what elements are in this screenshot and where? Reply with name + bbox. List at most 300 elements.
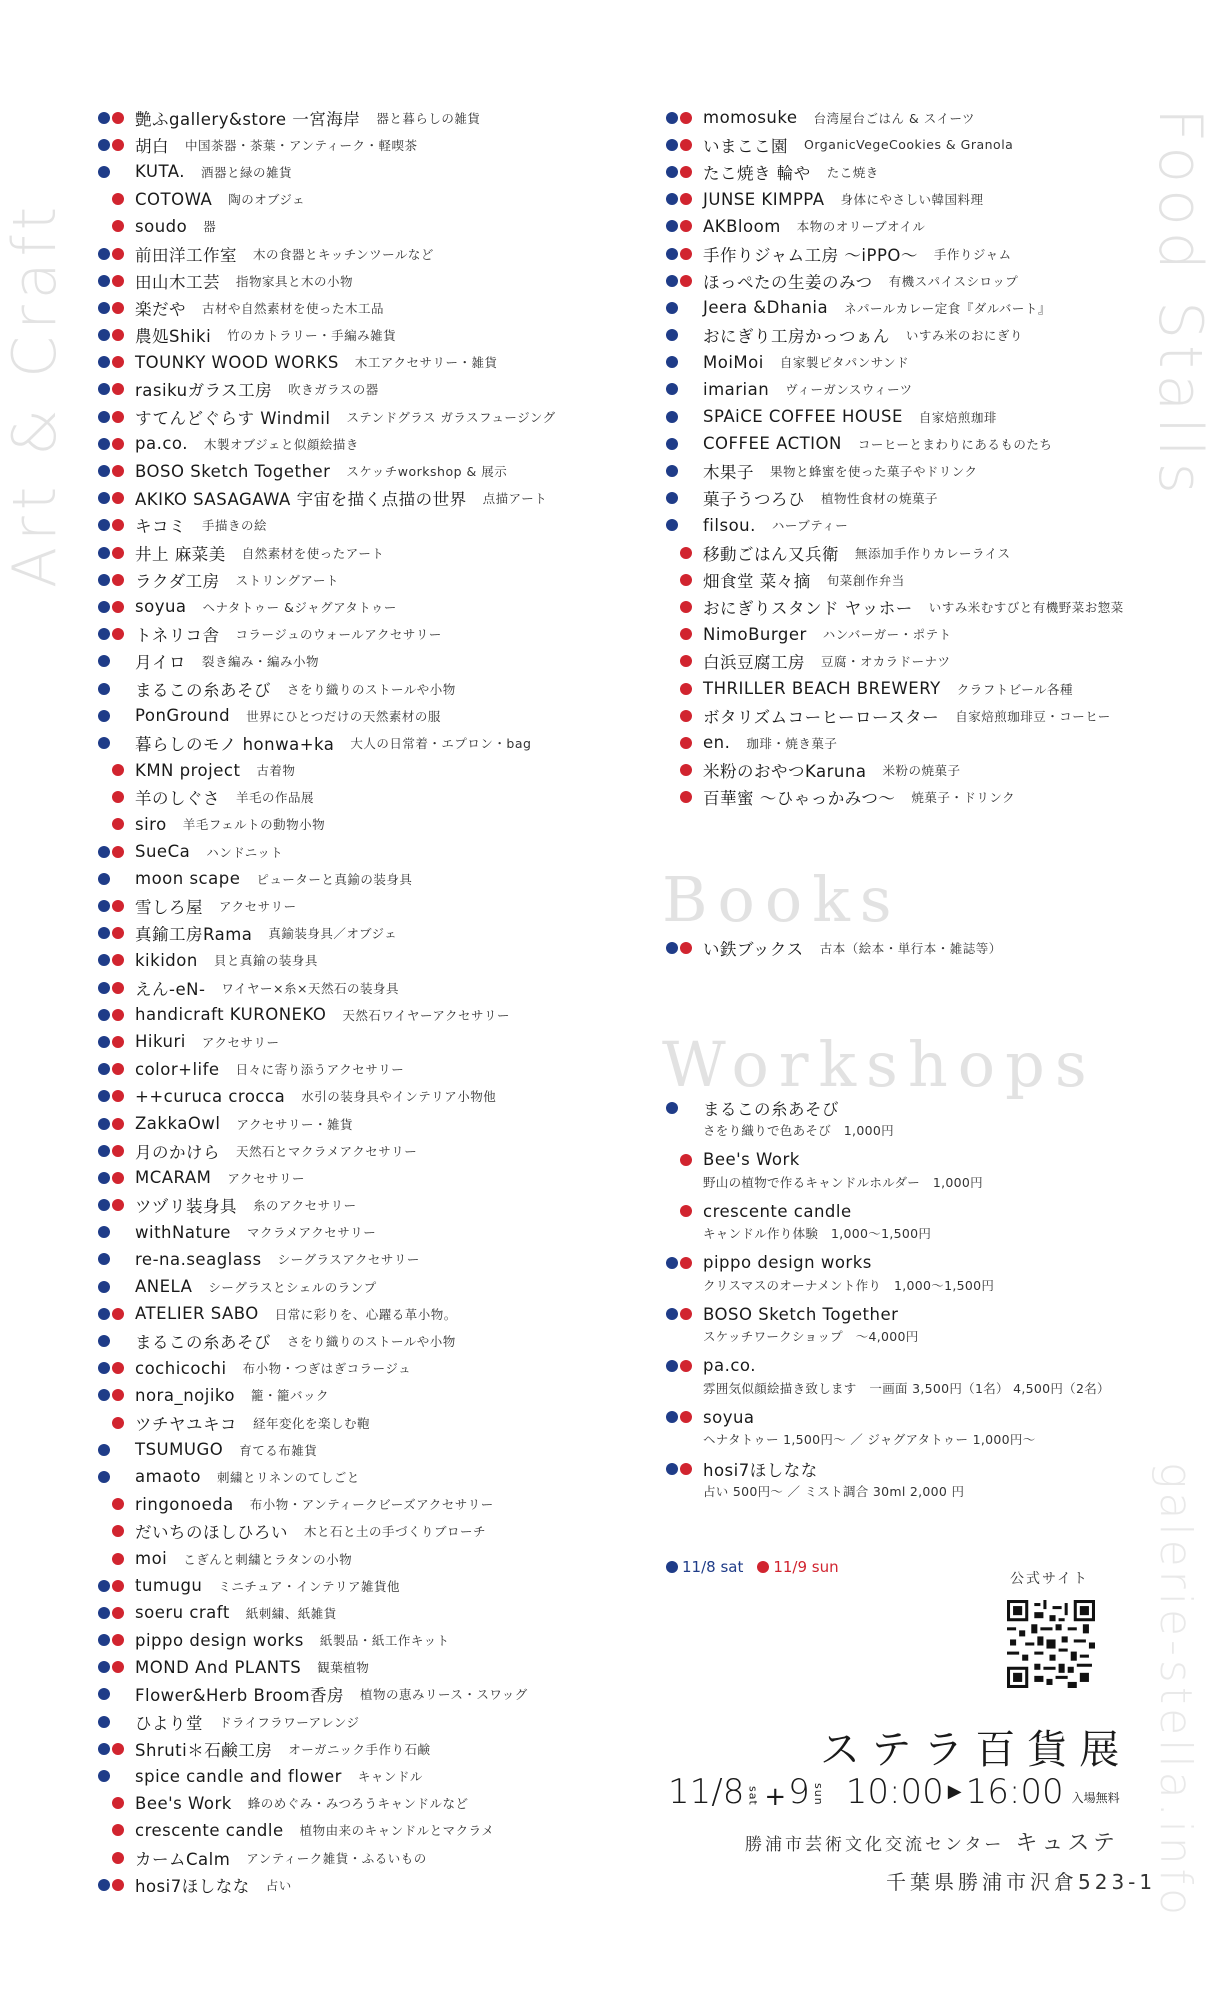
day-dots (98, 492, 135, 504)
sun-dot-icon (680, 1205, 692, 1217)
sun-dot-icon (112, 628, 124, 640)
sat-dot-icon (98, 1145, 110, 1157)
exhibitor-description: スケッチworkshop & 展示 (346, 464, 508, 480)
exhibitor-description: 貝と真鍮の装身具 (213, 953, 318, 969)
list-item (98, 294, 578, 321)
sun-dot-icon (680, 574, 692, 586)
sat-dot-icon (98, 1634, 110, 1646)
exhibitor-description: 日々に寄り添うアクセサリー (235, 1062, 405, 1078)
sun-dot-icon (112, 1661, 124, 1673)
exhibitor-description: 古本（絵本・単行本・雑誌等） (819, 940, 1002, 956)
sun-dot-icon (680, 655, 692, 667)
exhibitor-name: TSUMUGO (135, 1440, 224, 1460)
workshop-description: 雰囲気似顔絵描き致します 一画面 3,500円（1名） 4,500円（2名） (703, 1380, 1110, 1396)
sat-dot-icon (98, 1879, 110, 1891)
sat-dot-icon (98, 1009, 110, 1021)
exhibitor-name: SPAiCE COFFEE HOUSE (703, 407, 903, 427)
sun-dot-icon (112, 1498, 124, 1510)
exhibitor-description: 羊毛の作品展 (236, 790, 315, 806)
official-site-label: 公式サイト (1010, 1571, 1090, 1587)
sun-dot-icon (680, 601, 692, 613)
exhibitor-description: 自家製ピタパンサンド (779, 355, 910, 371)
event-dow-1: sat (746, 1786, 760, 1806)
exhibitor-name: おにぎり工房かっつぁん (703, 327, 890, 347)
exhibitor-name: Jeera &Dhania (703, 298, 829, 318)
qr-code-icon[interactable] (1007, 1600, 1095, 1688)
exhibitor-description: マクラメアクセサリー (246, 1225, 377, 1241)
sat-dot-icon (666, 1360, 678, 1372)
sat-dot-icon (666, 139, 678, 151)
exhibitor-name: pippo design works (135, 1630, 304, 1650)
list-item (98, 267, 578, 294)
list-item (666, 784, 1146, 811)
exhibitor-description: シーグラスアクセサリー (277, 1252, 420, 1268)
list-item (666, 322, 1146, 349)
day-dots (98, 1199, 135, 1211)
exhibitor-description: キャンドル (357, 1769, 423, 1785)
exhibitor-name: 胡白 (135, 136, 169, 156)
books-list (666, 934, 1146, 961)
sun-dot-icon (112, 1607, 124, 1619)
list-item (98, 430, 578, 457)
day-dots (666, 601, 703, 613)
list-item (98, 131, 578, 158)
exhibitor-name: まるこの糸あそび (135, 680, 271, 700)
day-dots (666, 438, 703, 450)
exhibitor-description: ステンドグラス ガラスフュージング (346, 409, 556, 425)
exhibitor-description: 観葉植物 (317, 1660, 370, 1676)
sun-dot-icon (112, 112, 124, 124)
sat-dot-icon (666, 193, 678, 205)
day-dots (666, 248, 703, 260)
sat-dot-icon (98, 1118, 110, 1130)
sun-dot-icon (680, 1463, 692, 1475)
day-dots (98, 683, 135, 695)
exhibitor-name: 真鍮工房Rama (135, 925, 253, 945)
exhibitor-name: 木果子 (703, 463, 754, 483)
day-dots (98, 1145, 135, 1157)
exhibitor-description: 果物と蜂蜜を使った菓子やドリンク (770, 464, 978, 480)
list-item (98, 729, 578, 756)
sun-dot-icon (112, 1172, 124, 1184)
workshop-name: まるこの糸あそび (703, 1100, 839, 1119)
sun-dot-icon (112, 465, 124, 477)
sun-dot-icon (112, 574, 124, 586)
list-item (98, 485, 578, 512)
exhibitor-description: 自家焙煎珈琲 (918, 409, 997, 425)
day-dots (98, 927, 135, 939)
list-item (98, 104, 578, 131)
sat-dot-icon (98, 1063, 110, 1075)
sat-dot-icon (666, 438, 678, 450)
sun-dot-icon (112, 601, 124, 613)
food-stalls-list (666, 104, 1146, 811)
day-dots (98, 1362, 135, 1374)
exhibitor-name: すてんどぐらす Windmil (135, 408, 331, 428)
sun-dot-icon (680, 166, 692, 178)
sat-dot-icon (98, 329, 110, 341)
exhibitor-name: Bee's Work (135, 1793, 232, 1813)
sun-dot-icon (112, 547, 124, 559)
day-dots (98, 1308, 135, 1320)
exhibitor-name: 畑食堂 菜々摘 (703, 571, 811, 591)
exhibitor-name: JUNSE KIMPPA (703, 189, 825, 209)
sun-dot-icon (112, 818, 124, 830)
exhibitor-description: 器 (203, 219, 217, 235)
list-item (98, 1246, 578, 1273)
sun-dot-icon (112, 764, 124, 776)
list-item (98, 675, 578, 702)
exhibitor-description: 木と石と土の手づくりブローチ (304, 1524, 487, 1540)
exhibitor-description: さをり織りのストールや小物 (287, 1334, 456, 1350)
sat-dot-icon (98, 846, 110, 858)
list-item (98, 1817, 578, 1844)
exhibitor-description: ネパールカレー定食『ダルバート』 (844, 300, 1051, 316)
day-dots (98, 1743, 135, 1755)
sun-dot-icon (112, 383, 124, 395)
sun-dot-icon (112, 927, 124, 939)
sat-dot-icon (98, 519, 110, 531)
sun-dot-icon (680, 1154, 692, 1166)
exhibitor-name: ほっぺたの生姜のみつ (703, 272, 873, 292)
day-dots (98, 1036, 135, 1048)
sun-dot-icon (112, 139, 124, 151)
list-item (98, 1273, 578, 1300)
list-item (98, 648, 578, 675)
workshop-title-row (666, 1148, 1166, 1172)
day-dots (98, 1471, 135, 1483)
day-dots (98, 846, 135, 858)
list-item (666, 430, 1146, 457)
event-address: 千葉県勝浦市沢倉523-1 (886, 1870, 1157, 1894)
day-dots (666, 465, 703, 477)
exhibitor-name: いまここ園 (703, 136, 788, 156)
sun-dot-icon (112, 356, 124, 368)
exhibitor-description: 陶のオブジェ (228, 192, 306, 208)
exhibitor-name: おにぎりスタンド ヤッホー (703, 598, 913, 618)
day-dots (666, 139, 703, 151)
exhibitor-description: 珈琲・焼き菓子 (746, 735, 838, 751)
day-dots (666, 628, 703, 640)
exhibitor-name: moon scape (135, 869, 241, 889)
day-dots (98, 764, 135, 776)
day-dots (98, 1253, 135, 1265)
sun-dot-icon (680, 1308, 692, 1320)
sat-dot-icon (98, 737, 110, 749)
list-item (98, 1545, 578, 1572)
list-item (666, 648, 1146, 675)
exhibitor-description: 糸のアクセサリー (253, 1198, 357, 1214)
exhibitor-description: ピューターと真鍮の装身具 (256, 871, 413, 887)
day-dots (666, 356, 703, 368)
exhibitor-name: MoiMoi (703, 352, 764, 372)
workshop-item (666, 1405, 1166, 1457)
exhibitor-description: アクセサリー (219, 899, 297, 915)
sun-dot-icon (112, 1090, 124, 1102)
day-dots (98, 1417, 135, 1429)
list-item (666, 539, 1146, 566)
sat-dot-icon (666, 519, 678, 531)
exhibitor-name: ラクダ工房 (135, 571, 220, 591)
day-dots (666, 764, 703, 776)
workshop-name: hosi7ほしなな (703, 1460, 818, 1480)
day-dots (666, 547, 703, 559)
exhibitor-name: pa.co. (135, 434, 188, 454)
sun-dot-icon (112, 1362, 124, 1374)
exhibitor-description: 指物家具と木の小物 (236, 273, 354, 289)
workshop-title-row (666, 1354, 1166, 1378)
event-date-1: 11/8 (668, 1772, 745, 1812)
workshop-title-row (666, 1405, 1166, 1429)
day-dots (98, 1090, 135, 1102)
list-item (98, 186, 578, 213)
day-dots (98, 302, 135, 314)
list-item (666, 104, 1146, 131)
exhibitor-description: 裂き編み・編み小物 (202, 654, 320, 670)
sat-dot-icon (666, 1102, 678, 1114)
day-dots (98, 329, 135, 341)
day-dots (98, 112, 135, 124)
sat-dot-icon (98, 683, 110, 695)
list-item (666, 512, 1146, 539)
list-item (666, 621, 1146, 648)
exhibitor-name: filsou. (703, 515, 756, 535)
day-dots (666, 683, 703, 695)
exhibitor-description: 経年変化を楽しむ鞄 (253, 1415, 371, 1431)
exhibitor-name: 百華蜜 〜ひゃっかみつ〜 (703, 789, 896, 809)
sun-dot-icon (680, 1360, 692, 1372)
exhibitor-description: 紙製品・紙工作キット (319, 1633, 450, 1649)
exhibitor-description: 植物由来のキャンドルとマクラメ (299, 1823, 495, 1839)
list-item (98, 512, 578, 539)
exhibitor-description: 育てる布雑貨 (239, 1442, 318, 1458)
list-item (98, 1572, 578, 1599)
workshop-item (666, 1457, 1166, 1509)
exhibitor-description: コラージュのウォールアクセサリー (235, 627, 442, 643)
exhibitor-name: Flower&Herb Broom香房 (135, 1686, 345, 1706)
sun-dot-icon (112, 1009, 124, 1021)
exhibitor-description: アクセサリー (227, 1170, 306, 1186)
list-item (98, 947, 578, 974)
sun-dot-icon (112, 275, 124, 287)
sat-dot-icon (666, 411, 678, 423)
exhibitor-name: KMN project (135, 760, 241, 780)
workshop-name: BOSO Sketch Together (703, 1304, 899, 1324)
exhibitor-name: kikidon (135, 950, 198, 970)
list-item (98, 1871, 578, 1898)
exhibitor-name: spice candle and flower (135, 1766, 342, 1786)
sat-dot-icon (666, 1257, 678, 1269)
workshop-description: クリスマスのオーナメント作り 1,000〜1,500円 (703, 1277, 995, 1293)
sun-dot-icon (112, 1199, 124, 1211)
exhibitor-name: ANELA (135, 1277, 193, 1297)
day-dots (98, 1498, 135, 1510)
exhibitor-description: 紙刺繍、紙雑貨 (245, 1605, 337, 1621)
sun-dot-icon (112, 900, 124, 912)
list-item (666, 457, 1146, 484)
day-dots (98, 628, 135, 640)
exhibitor-description: 手描きの絵 (202, 518, 268, 534)
day-dots (98, 139, 135, 151)
sat-dot-icon (98, 927, 110, 939)
sat-dot-icon (666, 248, 678, 260)
list-item (98, 865, 578, 892)
exhibitor-name: 白浜豆腐工房 (703, 653, 805, 673)
exhibitor-description: クラフトビール各種 (956, 681, 1073, 697)
day-dots (666, 942, 703, 954)
day-dots (98, 1852, 135, 1864)
exhibitor-name: AKIKO SASAGAWA 宇宙を描く点描の世界 (135, 490, 467, 510)
list-item (98, 1599, 578, 1626)
exhibitor-description: アクセサリー (201, 1034, 280, 1050)
exhibitor-description: 自家焙煎珈琲豆・コーヒー (955, 708, 1111, 724)
sun-dot-icon (112, 302, 124, 314)
workshop-item (666, 1302, 1166, 1354)
exhibitor-description: 無添加手作りカレーライス (855, 545, 1011, 561)
sun-dot-icon (680, 683, 692, 695)
exhibitor-description: 古材や自然素材を使った木工品 (202, 300, 385, 316)
exhibitor-name: 羊のしぐさ (135, 789, 220, 809)
day-dots (98, 1444, 135, 1456)
list-item (98, 1491, 578, 1518)
workshop-title-row (666, 1302, 1166, 1326)
sat-dot-icon (98, 1607, 110, 1619)
exhibitor-description: 大人の日常着・エプロン・bag (350, 735, 532, 751)
exhibitor-description: ワイヤー×糸×天然石の装身具 (221, 980, 399, 996)
sat-dot-icon (98, 601, 110, 613)
exhibitor-name: amaoto (135, 1467, 201, 1487)
sun-dot-icon (112, 1063, 124, 1075)
exhibitor-description: 器と暮らしの雑貨 (376, 110, 481, 126)
day-dots (98, 438, 135, 450)
exhibitor-name: COFFEE ACTION (703, 434, 842, 454)
day-dots (666, 329, 703, 341)
day-dots (666, 710, 703, 722)
exhibitor-description: 植物性食材の焼菓子 (821, 491, 939, 507)
exhibitor-name: ATELIER SABO (135, 1304, 259, 1324)
sun-dot-icon (680, 193, 692, 205)
list-item (98, 1463, 578, 1490)
exhibitor-description: ミニチュア・インテリア雑貨他 (218, 1578, 401, 1594)
sat-dot-icon (666, 329, 678, 341)
list-item (98, 1300, 578, 1327)
exhibitor-description: 刺繍とリネンのてしごと (216, 1469, 360, 1485)
exhibitor-name: ボタリズムコーヒーロースター (703, 707, 940, 727)
sun-dot-icon (112, 1879, 124, 1891)
exhibitor-description: 身体にやさしい韓国料理 (840, 192, 984, 208)
list-item (98, 621, 578, 648)
exhibitor-name: 月イロ (135, 653, 186, 673)
day-dots (666, 1257, 703, 1269)
exhibitor-name: handicraft KURONEKO (135, 1005, 327, 1025)
exhibitor-name: 暮らしのモノ honwa+ka (135, 734, 335, 754)
legend-sun-label: 11/9 sun (773, 1558, 839, 1576)
list-item (98, 784, 578, 811)
workshop-item (666, 1096, 1166, 1148)
exhibitor-description: 日常に彩りを、心躍る革小物。 (274, 1306, 457, 1322)
list-item (98, 240, 578, 267)
exhibitor-name: tumugu (135, 1576, 203, 1596)
sat-dot-icon (98, 1226, 110, 1238)
exhibitor-name: PonGround (135, 706, 231, 726)
day-dots (666, 1411, 703, 1423)
exhibitor-description: 点描アート (482, 491, 548, 507)
venue-prefix: 勝浦市芸術文化交流センター (745, 1835, 1005, 1855)
sat-dot-icon (98, 900, 110, 912)
day-dots (666, 166, 703, 178)
sun-dot-icon (680, 220, 692, 232)
sun-dot-icon (112, 1580, 124, 1592)
sat-dot-icon (666, 1561, 678, 1573)
exhibitor-name: AKBloom (703, 216, 781, 236)
day-dots (98, 1824, 135, 1836)
day-dots (666, 519, 703, 531)
exhibitor-name: だいちのほしひろい (135, 1523, 288, 1543)
day-dots (98, 465, 135, 477)
venue-name: キュステ (1015, 1831, 1119, 1856)
exhibitor-description: シーグラスとシェルのランプ (208, 1279, 377, 1295)
day-dots (98, 1634, 135, 1646)
sat-dot-icon (666, 356, 678, 368)
sun-dot-icon (112, 438, 124, 450)
exhibitor-name: たこ焼き 輪や (703, 163, 811, 183)
list-item (98, 403, 578, 430)
list-item (98, 920, 578, 947)
list-item (666, 213, 1146, 240)
day-dots (98, 1688, 135, 1700)
exhibitor-name: MOND And PLANTS (135, 1657, 302, 1677)
sat-dot-icon (666, 166, 678, 178)
sat-dot-icon (98, 710, 110, 722)
sat-dot-icon (98, 1770, 110, 1782)
workshop-description: 占い 500円〜 ／ ミスト調合 30ml 2,000 円 (703, 1483, 965, 1499)
list-item (98, 1708, 578, 1735)
exhibitor-name: ツヅリ装身具 (135, 1197, 237, 1217)
exhibitor-name: en. (703, 733, 731, 753)
sat-dot-icon (98, 139, 110, 151)
list-item (98, 811, 578, 838)
sat-dot-icon (98, 1580, 110, 1592)
day-dots (666, 737, 703, 749)
exhibitor-description: ハンドニット (206, 844, 284, 860)
list-item (98, 1681, 578, 1708)
exhibitor-name: ひより堂 (135, 1713, 203, 1733)
list-item (98, 1518, 578, 1545)
exhibitor-name: 前田洋工作室 (135, 245, 237, 265)
sat-dot-icon (666, 465, 678, 477)
sat-dot-icon (98, 1444, 110, 1456)
list-item (98, 1844, 578, 1871)
sun-dot-icon (757, 1561, 769, 1573)
sun-dot-icon (680, 1411, 692, 1423)
event-date-plus: + (764, 1782, 787, 1812)
exhibitor-description: こぎんと刺繍とラタンの小物 (183, 1551, 353, 1567)
exhibitor-name: ツチヤユキコ (135, 1414, 237, 1434)
exhibitor-name: MCARAM (135, 1168, 212, 1188)
exhibitor-description: 中国茶器・茶葉・アンティーク・軽喫茶 (185, 137, 418, 153)
workshop-name: soyua (703, 1407, 755, 1427)
list-item (666, 403, 1146, 430)
sun-dot-icon (112, 519, 124, 531)
exhibitor-description: 羊毛フェルトの動物小物 (182, 817, 326, 833)
workshop-description: キャンドル作り体験 1,000〜1,500円 (703, 1226, 932, 1241)
day-dots (666, 655, 703, 667)
sun-dot-icon (112, 1797, 124, 1809)
sat-dot-icon (98, 1688, 110, 1700)
list-item (666, 186, 1146, 213)
exhibitor-description: いすみ米むすびと有機野菜お惣菜 (928, 599, 1124, 615)
sat-dot-icon (666, 1463, 678, 1475)
